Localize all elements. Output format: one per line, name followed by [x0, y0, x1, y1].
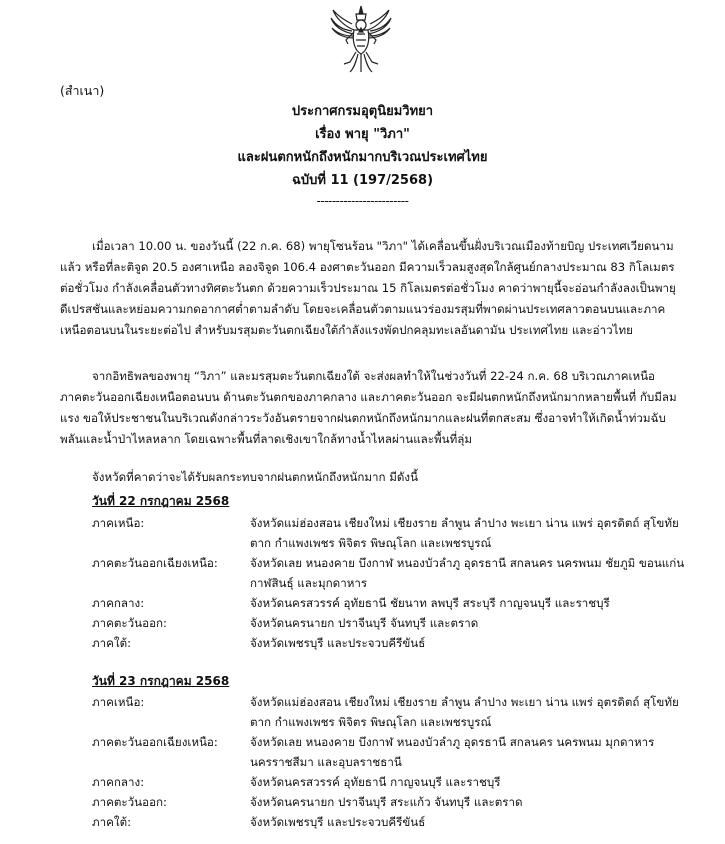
paragraph-storm-status: เมื่อเวลา 10.00 น. ของวันนี้ (22 ก.ค. 68) พายุโซนร้อน "วิภา" ได้เคลื่อนขึ้นฝั่งบริเวณเมืองท้ายบิญ ประเทศเวียดนามแล้ว หรือที่ละติจูด 20.5 องศาเหนือ ลองจิจูด 106.4 องศาตะวันออก มีความเร็วลมสูงสุดใกล้ศูนย์กลางประมาณ 83 กิโลเมตรต่อชั่วโมง กำลังเคลื่อนตัวทางทิศตะวันตก ด้วยความเร็วประมาณ 15 กิโลเมตรต่อชั่วโมง คาดว่าพายุนี้จะอ่อนกำลังลงเป็นพายุดีเปรสชันและหย่อมความกดอากาศต่ำตามลำดับ โดยจะเคลื่อนตัวตามแนวร่องมรสุมที่พาดผ่านประเทศลาวตอนบนและภาคเหนือตอนบนในระยะต่อไป สำหรับมรสุมตะวันตกเฉียงใต้กำลังแรงพัดปกคลุมทะเลอันดามัน ประเทศไทย และอ่าวไทย	[60, 239, 676, 337]
region-row	[92, 792, 692, 812]
region-row	[92, 553, 692, 593]
day-heading: วันที่ 22 กรกฎาคม 2568	[92, 494, 230, 508]
announcement-title: ประกาศกรมอุตุนิยมวิทยา	[291, 104, 434, 119]
region-label: ภาคกลาง:	[92, 775, 145, 789]
region-label: ภาคตะวันออก:	[92, 795, 167, 809]
paragraph-affected-intro: จังหวัดที่คาดว่าจะได้รับผลกระทบจากฝนตกหนักถึงหนักมาก มีดังนี้	[92, 470, 418, 484]
region-label: ภาคตะวันออก:	[92, 616, 167, 630]
day-heading: วันที่ 23 กรกฎาคม 2568	[92, 674, 230, 688]
region-provinces: จังหวัดนครสวรรค์ อุทัยธานี ชัยนาท ลพบุรี สระบุรี กาญจนบุรี และราชบุรี	[250, 596, 610, 610]
region-row	[92, 613, 692, 633]
day-region-list	[92, 513, 692, 653]
region-provinces: จังหวัดเพชรบุรี และประจวบคีรีขันธ์	[250, 636, 426, 650]
garuda-emblem-icon	[330, 4, 392, 74]
region-row	[92, 812, 692, 832]
day-region-list	[92, 692, 692, 832]
document-header	[0, 100, 725, 210]
copy-mark: (สำเนา)	[60, 83, 105, 98]
region-provinces: จังหวัดนครนายก ปราจีนบุรี สระแก้ว จันทบุรี และตราด	[250, 795, 523, 809]
region-row	[92, 513, 692, 553]
region-provinces: จังหวัดเลย หนองคาย บึงกาฬ หนองบัวลำภู อุดรธานี สกลนคร นครพนม ชัยภูมิ ขอนแก่น กาฬสินธุ์ และมุกดาหาร	[250, 556, 685, 590]
region-provinces: จังหวัดแม่ฮ่องสอน เชียงใหม่ เชียงราย ลำพูน ลำปาง พะเยา น่าน แพร่ อุตรดิตถ์ สุโขทัย ตาก กำแพงเพชร พิจิตร พิษณุโลก และเพชรบูรณ์	[250, 516, 679, 550]
title-separator: ------------------------	[316, 194, 409, 208]
region-row	[92, 692, 692, 732]
region-label: ภาคตะวันออกเฉียงเหนือ:	[92, 735, 218, 749]
region-label: ภาคเหนือ:	[92, 516, 145, 530]
region-row	[92, 732, 692, 772]
region-provinces: จังหวัดนครนายก ปราจีนบุรี จันทบุรี และตราด	[250, 616, 479, 630]
region-label: ภาคใต้:	[92, 636, 132, 650]
region-provinces: จังหวัดเลย หนองคาย บึงกาฬ หนองบัวลำภู อุดรธานี สกลนคร นครพนม มุกดาหาร นครราชสีมา และอุบลราชธานี	[250, 735, 655, 769]
region-label: ภาคตะวันออกเฉียงเหนือ:	[92, 556, 218, 570]
issue-number: ฉบับที่ 11 (197/2568)	[291, 173, 434, 188]
region-row	[92, 593, 692, 613]
region-provinces: จังหวัดเพชรบุรี และประจวบคีรีขันธ์	[250, 815, 426, 829]
paragraph-impact-warning: จากอิทธิพลของพายุ “วิภา” และมรสุมตะวันตกเฉียงใต้ จะส่งผลทำให้ในช่วงวันที่ 22-24 ก.ค. 68 บริเวณภาคเหนือ ภาคตะวันออกเฉียงเหนือตอนบน ด้านตะวันตกของภาคกลาง และภาคตะวันออก จะมีฝนตกหนักถึงหนักมากหลายพื้นที่ กับมีลมแรง ขอให้ประชาชนในบริเวณดังกล่าวระวังอันตรายจากฝนตกหนักถึงหนักมากและฝนที่ตกสะสม ซึ่งอาจทำให้เกิดน้ำท่วมฉับพลันและน้ำป่าไหลหลาก โดยเฉพาะพื้นที่ลาดเชิงเขาใกล้ทางน้ำไหลผ่านและพื้นที่ลุ่ม	[60, 369, 677, 446]
announcement-subject-line-2: และฝนตกหนักถึงหนักมากบริเวณประเทศไทย	[237, 150, 488, 165]
region-row	[92, 772, 692, 792]
region-provinces: จังหวัดแม่ฮ่องสอน เชียงใหม่ เชียงราย ลำพูน ลำปาง พะเยา น่าน แพร่ อุตรดิตถ์ สุโขทัย ตาก กำแพงเพชร พิจิตร พิษณุโลก และเพชรบูรณ์	[250, 695, 679, 729]
announcement-subject: เรื่อง พายุ "วิภา"	[315, 127, 410, 142]
region-label: ภาคใต้:	[92, 815, 132, 829]
region-provinces: จังหวัดนครสวรรค์ อุทัยธานี กาญจนบุรี และราชบุรี	[250, 775, 501, 789]
region-row	[92, 633, 692, 653]
region-label: ภาคเหนือ:	[92, 695, 145, 709]
region-label: ภาคกลาง:	[92, 596, 145, 610]
